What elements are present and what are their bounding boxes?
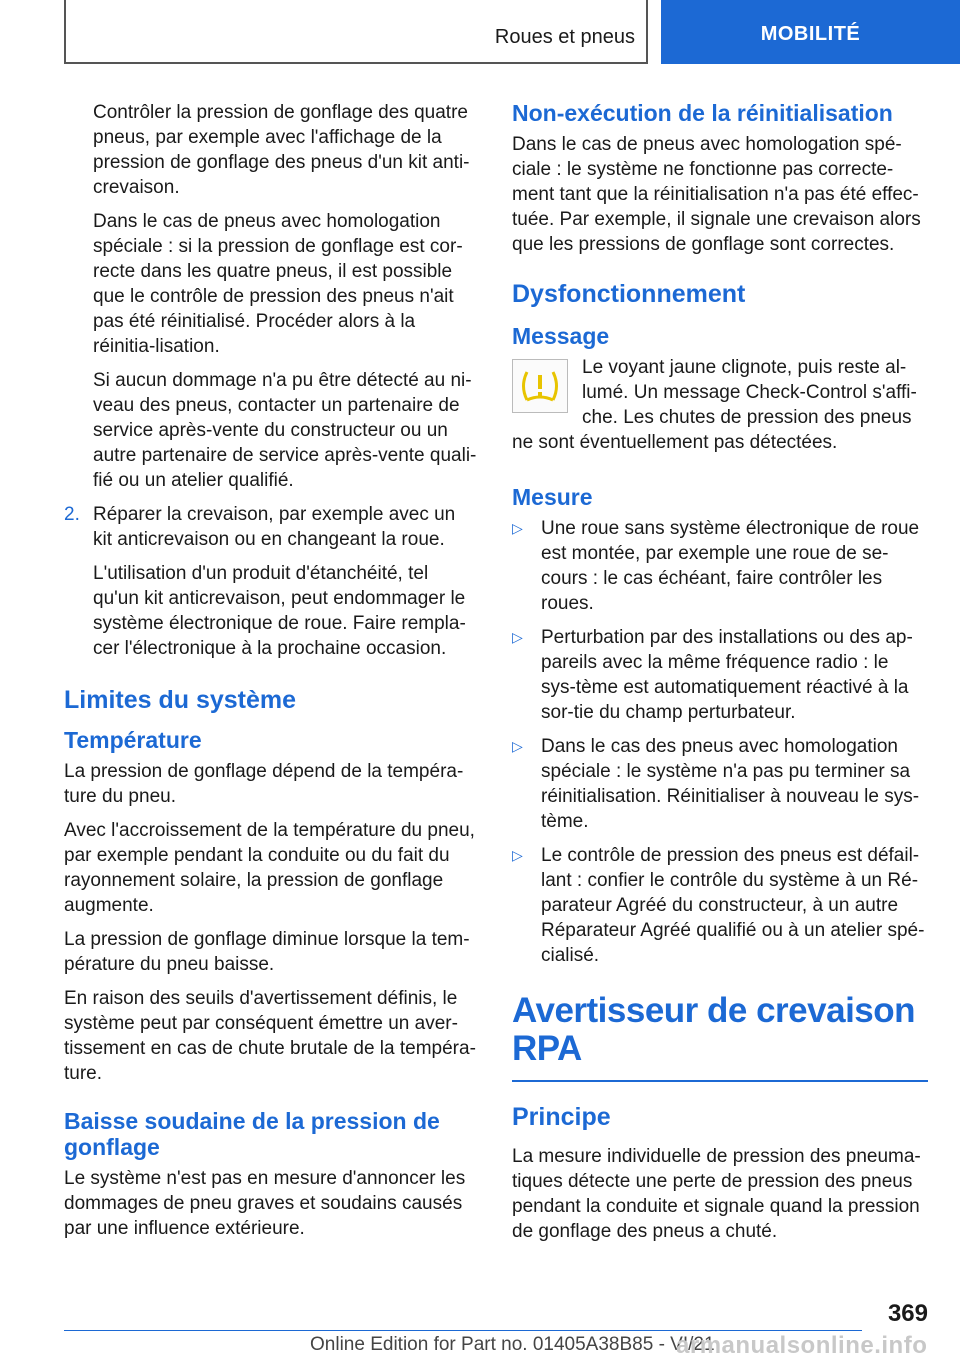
message-paragraph: Le voyant jaune clignote, puis reste al-lumé. Un message Check-Control s'affi-che. Les chutes de pression des pneus ne sont éventuellement pas détectées.: [512, 357, 917, 453]
heading-message: Message: [512, 323, 610, 349]
heading-temperature: Température: [64, 727, 202, 753]
heading-rule: [512, 1080, 928, 1082]
header-chapter-tab: MOBILITÉ: [661, 0, 960, 64]
left-column: [64, 100, 479, 1250]
triangle-bullet-icon: ▷: [512, 520, 523, 536]
watermark: armanualsonline.info: [676, 1332, 928, 1359]
heading-avertisseur-rpa: Avertisseur de crevaison RPA: [512, 991, 916, 1068]
list-item: [512, 625, 928, 725]
triangle-bullet-icon: ▷: [512, 629, 523, 645]
non-execution-paragraph: Dans le cas de pneus avec homologation spé-ciale : le système ne fonctionne pas correcte-ment tant que la réinitialisation n'a pas été effec-tuée. Par exemple, il signale une crevaison alors que les pressions de gonflage sont correctes.: [512, 134, 921, 255]
message-block: [512, 355, 928, 464]
step-number: 2.: [64, 504, 80, 525]
principe-paragraph: La mesure individuelle de pression des pneuma-tiques détecte une perte de pression des pneus pendant la conduite et signale quand la pression de gonflage des pneus a chuté.: [512, 1146, 921, 1242]
step-2-note: L'utilisation d'un produit d'étanchéité, tel qu'un kit anticrevaison, peut endommager le système électronique de roue. Faire rempla-cer l'électronique à la prochaine occasion.: [93, 563, 466, 659]
footer-rule: [64, 1330, 862, 1331]
temperature-paragraph-3: La pression de gonflage diminue lorsque la tem-pérature du pneu baisse.: [64, 929, 470, 975]
heading-limites-du-systeme: Limites du système: [64, 686, 297, 714]
step-continuation-3: Si aucun dommage n'a pu être détecté au ni-veau des pneus, contacter un partenaire de service après-vente du constructeur ou un autre partenaire de service après-vente quali-fié ou un atelier qualifié.: [93, 370, 477, 491]
header-section-title: Roues et pneus: [494, 26, 635, 48]
right-column: [512, 100, 928, 1253]
page-number: 369: [887, 1300, 928, 1327]
heading-mesure: Mesure: [512, 484, 593, 510]
step-continuation-2: Dans le cas de pneus avec homologation spéciale : si la pression de gonflage est cor-recte dans les quatre pneus, il est possible que le contrôle de pression des pneus n'ait pas été réinitialisé. Procéder alors à la réinitia-lisation.: [93, 211, 463, 357]
list-item-text: Une roue sans système électronique de roue est montée, par exemple une roue de se-cours : le cas échéant, faire contrôler les roues.: [541, 518, 920, 614]
list-item: [512, 843, 928, 968]
list-item-text: Perturbation par des installations ou des ap-pareils avec la même fréquence radio : le sys-tème est automatiquement réactivé à la sor-tie du champ perturbateur.: [541, 627, 913, 723]
step-continuation-1: Contrôler la pression de gonflage des quatre pneus, par exemple avec l'affichage de la pression de gonflage des pneus d'un kit anti-crevaison.: [93, 102, 470, 198]
heading-baisse-soudaine: Baisse soudaine de la pression de gonflage: [64, 1108, 440, 1160]
list-item-text: Dans le cas des pneus avec homologation spéciale : le système n'a pas pu terminer sa réinitialisation. Réinitialiser à nouveau le sys-tème.: [541, 736, 920, 832]
list-item-text: Le contrôle de pression des pneus est défail-lant : confier le contrôle du système à un Ré-parateur Agréé du constructeur, à un autre Réparateur Agréé qualifié ou à un atelier spé-cialisé.: [541, 845, 925, 966]
temperature-paragraph-1: La pression de gonflage dépend de la tempéra-ture du pneu.: [64, 761, 464, 807]
temperature-paragraph-4: En raison des seuils d'avertissement définis, le système peut par conséquent émettre un aver-tissement en cas de chute brutale de la tempéra-ture.: [64, 988, 476, 1084]
triangle-bullet-icon: ▷: [512, 738, 523, 754]
triangle-bullet-icon: ▷: [512, 847, 523, 863]
step-2-text: Réparer la crevaison, par exemple avec un kit anticrevaison ou en changeant la roue.: [93, 504, 456, 550]
heading-dysfonctionnement: Dysfonctionnement: [512, 280, 746, 308]
list-item: [512, 734, 928, 834]
numbered-step-2: [64, 502, 479, 661]
list-item: [512, 516, 928, 616]
heading-principe: Principe: [512, 1103, 611, 1131]
heading-non-execution: Non-exécution de la réinitialisation: [512, 100, 893, 126]
baisse-paragraph: Le système n'est pas en mesure d'annoncer les dommages de pneu graves et soudains causés par une influence extérieure.: [64, 1168, 466, 1239]
temperature-paragraph-2: Avec l'accroissement de la température du pneu, par exemple pendant la conduite ou du fait du rayonnement solaire, la pression de gonflage augmente.: [64, 820, 475, 916]
footer-edition: Online Edition for Part no. 01405A38B85 - VI/21: [310, 1334, 715, 1355]
tire-pressure-warning-icon: [512, 359, 568, 413]
